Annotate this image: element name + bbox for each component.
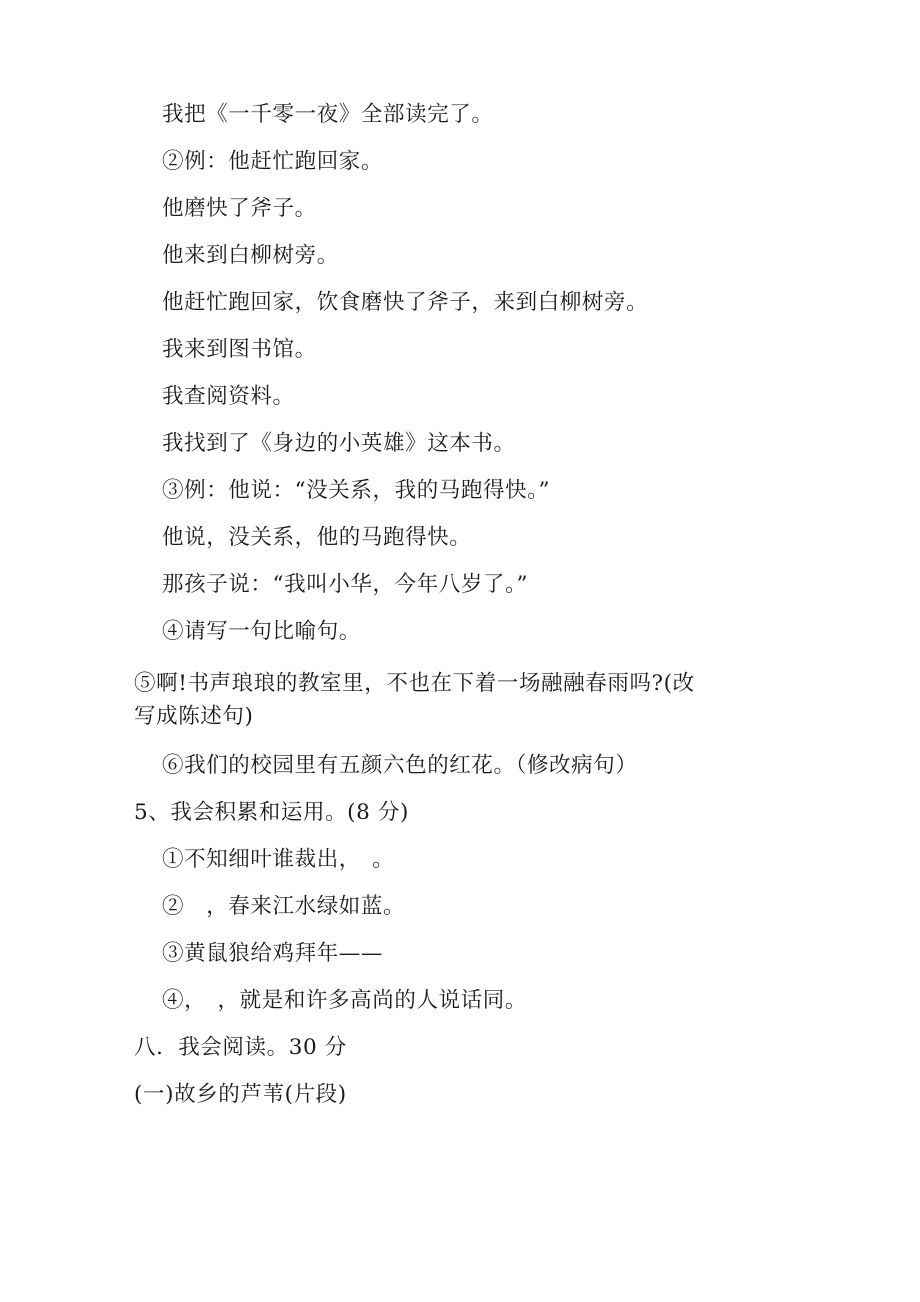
document-line: ⑥我们的校园里有五颜六色的红花。（修改病句） <box>162 753 638 779</box>
document-line: ①不知细叶谁裁出， 。 <box>162 847 395 873</box>
paragraph-row-1: ⑤啊!书声琅琅的教室里，不也在下着一场融融春雨吗?(改 <box>134 671 695 696</box>
document-line: ③例：他说：“没关系，我的马跑得快。” <box>162 478 551 503</box>
document-line: ④请写一句比喻句。 <box>162 619 361 644</box>
document-line: 他磨快了斧子。 <box>162 196 317 221</box>
document-line: 我找到了《身边的小英雄》这本书。 <box>162 431 516 456</box>
document-line: ③黄鼠狼给鸡拜年—— <box>162 941 384 967</box>
document-line: 我来到图书馆。 <box>162 337 317 362</box>
subsection-title: (一)故乡的芦苇(片段) <box>134 1082 347 1108</box>
document-line: 我查阅资料。 <box>162 384 295 409</box>
document-line: ②例：他赶忙跑回家。 <box>162 149 384 174</box>
document-line: 我把《一千零一夜》全部读完了。 <box>162 102 494 127</box>
document-line: 他来到白柳树旁。 <box>162 243 339 268</box>
section-heading-eight: 八．我会阅读。30 分 <box>134 1035 347 1061</box>
document-line: 那孩子说：“我叫小华，今年八岁了。” <box>162 572 529 597</box>
document-line: ④， ，就是和许多高尚的人说话同。 <box>162 988 527 1014</box>
document-line: 他说，没关系，他的马跑得快。 <box>162 525 472 550</box>
document-line: 他赶忙跑回家，饮食磨快了斧子，来到白柳树旁。 <box>162 290 649 315</box>
paragraph-row-2: 写成陈述句) <box>134 703 254 729</box>
section-question-5: 5、我会积累和运用。(8 分) <box>134 800 409 826</box>
document-paragraph-wrapped <box>134 668 824 733</box>
document-line: ② ，春来江水绿如蓝。 <box>162 894 406 920</box>
